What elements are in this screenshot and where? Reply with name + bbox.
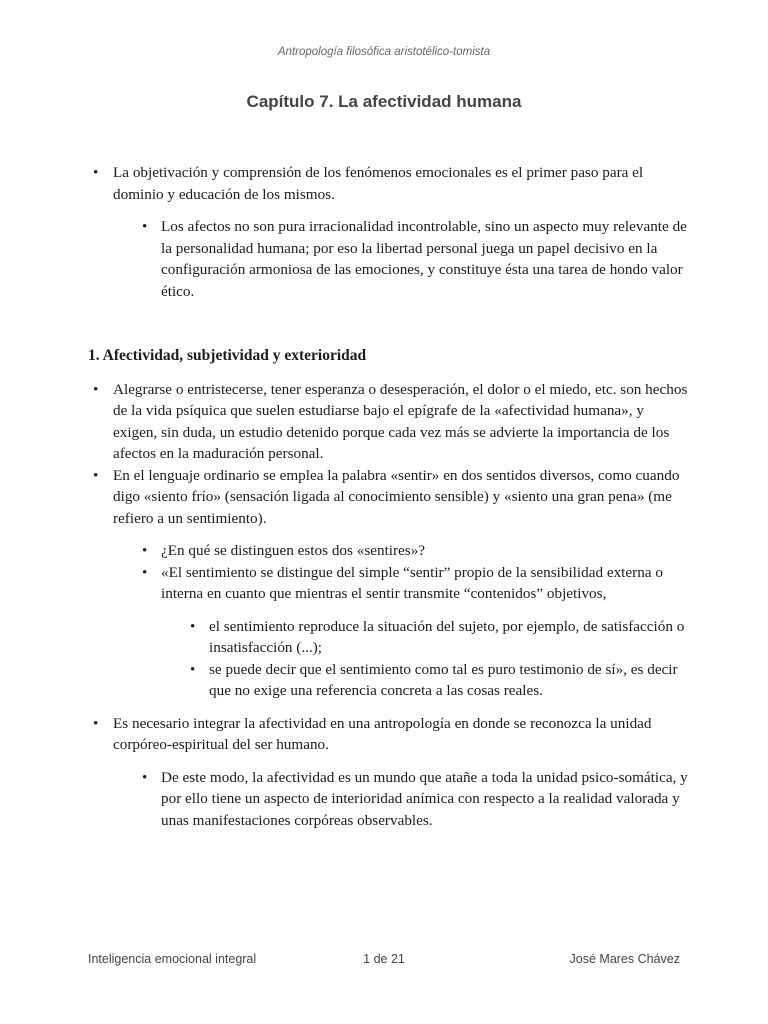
page-content	[88, 162, 688, 842]
section-list	[88, 713, 688, 756]
footer-left-text: Inteligencia emocional integral	[88, 952, 257, 966]
section-sublist	[88, 540, 688, 605]
intro-sub-bullet: • Los afectos no son pura irracionalidad incontrolable, sino un aspecto muy relevante de la personalidad humana; por eso la libertad personal juega un papel decisivo en la configuración armoniosa de las emociones, y constituye ésta una tarea de hondo valor ético.	[161, 216, 688, 302]
page-number: 1 de 21	[363, 952, 405, 966]
intro-list	[88, 162, 688, 205]
section-bullet: • Es necesario integrar la afectividad en una antropología en donde se reconozca la unidad corpóreo-espiritual del ser humano.	[113, 713, 688, 756]
section-list	[88, 379, 688, 530]
intro-sublist	[88, 216, 688, 302]
section-bullet: • Alegrarse o entristecerse, tener esperanza o desesperación, el dolor o el miedo, etc. son hechos de la vida psíquica que suelen estudiarse bajo el epígrafe de la «afectividad humana», y exigen, sin duda, un estudio detenido porque cada vez más se advierte la importancia de los afectos en la maduración personal.	[113, 379, 688, 465]
section-sub-bullet: • ¿En qué se distinguen estos dos «sentires»?	[161, 540, 688, 562]
section-sublist	[88, 767, 688, 832]
running-header: Antropología filosófica aristotélico-tomista	[277, 46, 491, 58]
section-subsub-bullet: • el sentimiento reproduce la situación del sujeto, por ejemplo, de satisfacción o insatisfacción (...);	[209, 616, 688, 659]
chapter-title: Capítulo 7. La afectividad humana	[246, 92, 522, 111]
section-subsub-bullet: • se puede decir que el sentimiento como tal es puro testimonio de sí», es decir que no exige una referencia concreta a las cosas reales.	[209, 659, 688, 702]
intro-bullet: • La objetivación y comprensión de los fenómenos emocionales es el primer paso para el dominio y educación de los mismos.	[113, 162, 688, 205]
section-sub-bullet: • «El sentimiento se distingue del simple “sentir” propio de la sensibilidad externa o interna en cuanto que mientras el sentir transmite “contenidos” objetivos,	[161, 562, 688, 605]
section-bullet: • En el lenguaje ordinario se emplea la palabra «sentir» en dos sentidos diversos, como cuando digo «siento frío» (sensación ligada al conocimiento sensible) y «siento una gran pena» (me refiero a un sentimiento).	[113, 465, 688, 530]
section-heading: 1. Afectividad, subjetividad y exterioridad	[88, 347, 367, 364]
footer-author: José Mares Chávez	[569, 952, 680, 966]
section-sub-bullet: • De este modo, la afectividad es un mundo que atañe a toda la unidad psico-somática, y por ello tiene un aspecto de interioridad anímica con respecto a la realidad valorada y unas manifestaciones corpóreas observables.	[161, 767, 688, 832]
section-subsublist	[88, 616, 688, 702]
